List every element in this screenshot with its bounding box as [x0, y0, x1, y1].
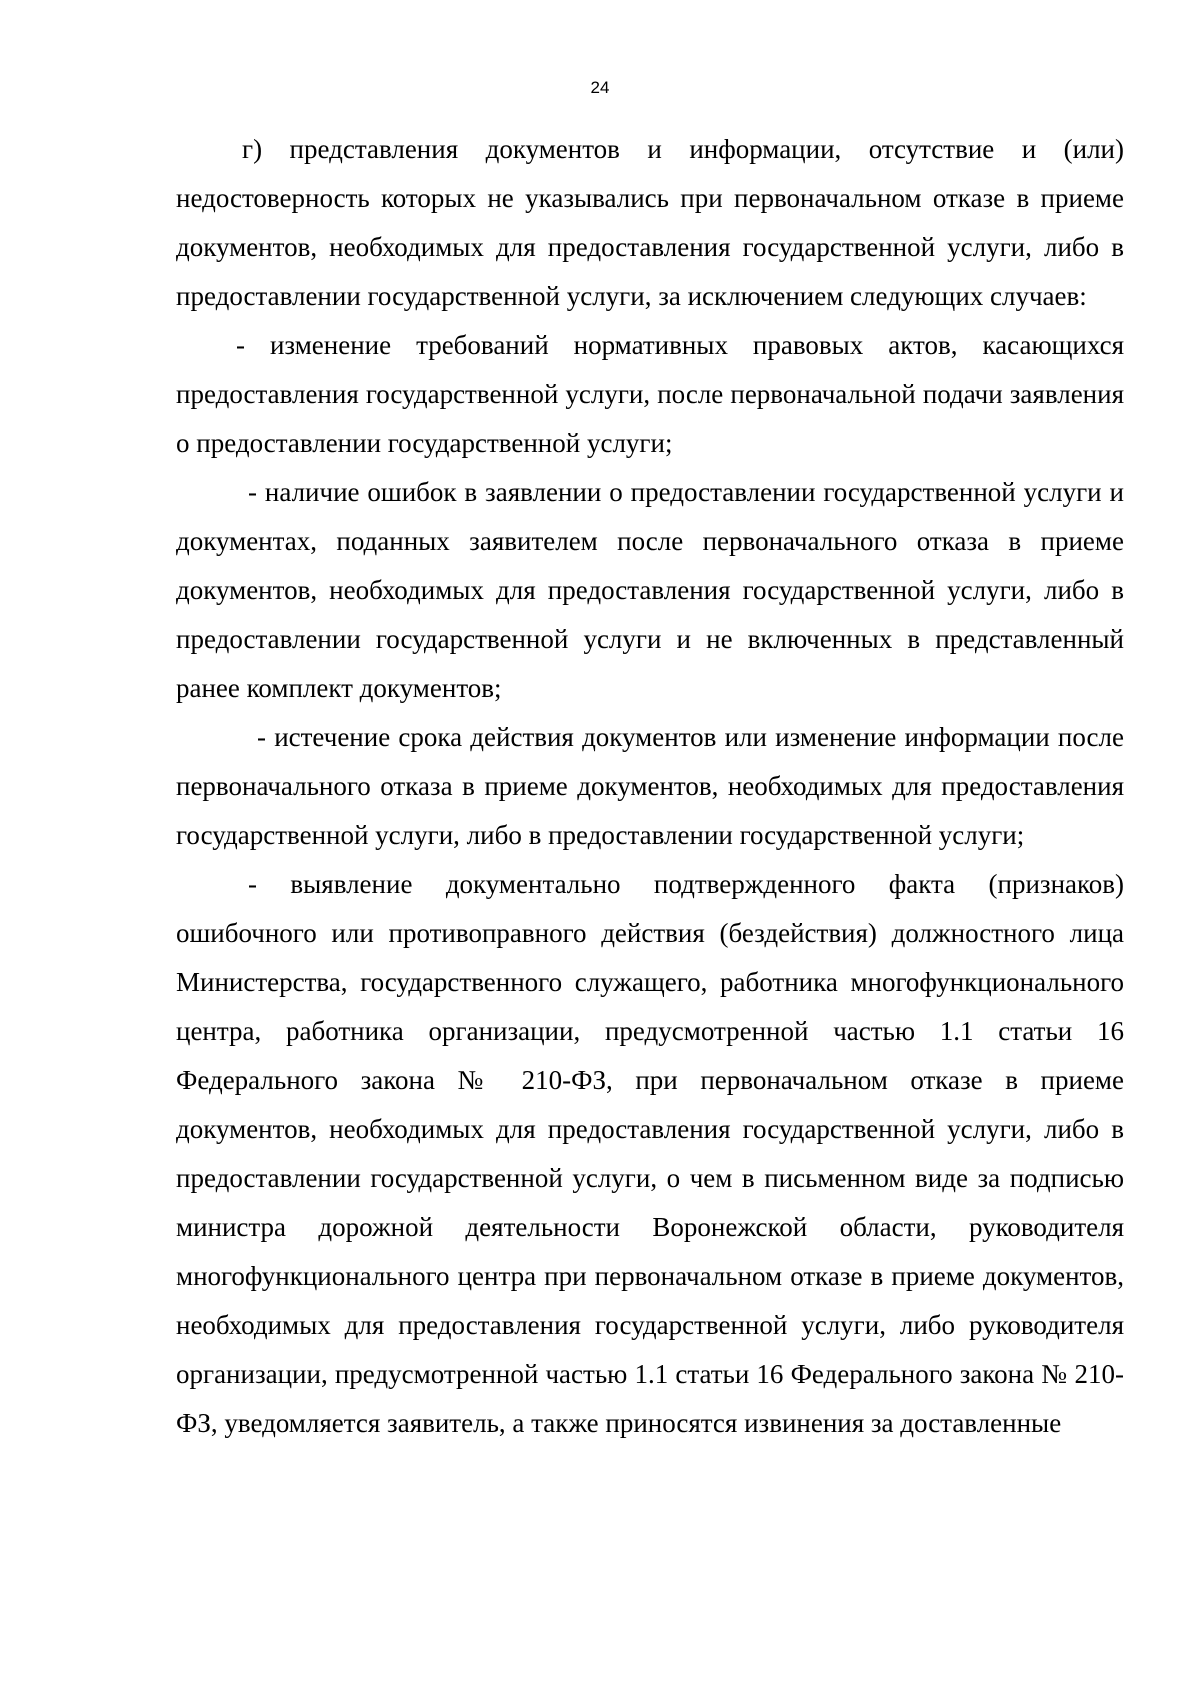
page-number: 24: [590, 78, 610, 97]
paragraph-application-errors: - наличие ошибок в заявлении о предоставлении государственной услуги и документах, поданных заявителем после первоначального отказа в приеме документов, необходимых для предоставления государственной услуги, либо в предоставлении государственной услуги и не включенных в представленный ранее комплект документов;: [176, 477, 1124, 703]
paragraph-item-g: г) представления документов и информации, отсутствие и (или) недостоверность которых не указывались при первоначальном отказе в приеме документов, необходимых для предоставления государственной услуги, либо в предоставлении государственной услуги, за исключением следующих случаев:: [176, 134, 1124, 311]
paragraph-document-expiry: - истечение срока действия документов или изменение информации после первоначального отказа в приеме документов, необходимых для предоставления государственной услуги, либо в предоставлении государственной услуги;: [176, 722, 1124, 850]
document-body: [176, 125, 1124, 1448]
paragraph-requirements-change: - изменение требований нормативных правовых актов, касающихся предоставления государственной услуги, после первоначальной подачи заявления о предоставлении государственной услуги;: [176, 330, 1124, 458]
paragraph-official-misconduct: - выявление документально подтвержденного факта (признаков) ошибочного или противоправного действия (бездействия) должностного лица Министерства, государственного служащего, работника многофункционального центра, работника организации, предусмотренной частью 1.1 статьи 16 Федерального закона № 210-ФЗ, при первоначальном отказе в приеме документов, необходимых для предоставления государственной услуги, либо в предоставлении государственной услуги, о чем в письменном виде за подписью министра дорожной деятельности Воронежской области, руководителя многофункционального центра при первоначальном отказе в приеме документов, необходимых для предоставления государственной услуги, либо руководителя организации, предусмотренной частью 1.1 статьи 16 Федерального закона № 210-ФЗ, уведомляется заявитель, а также приносятся извинения за доставленные: [176, 869, 1124, 1438]
